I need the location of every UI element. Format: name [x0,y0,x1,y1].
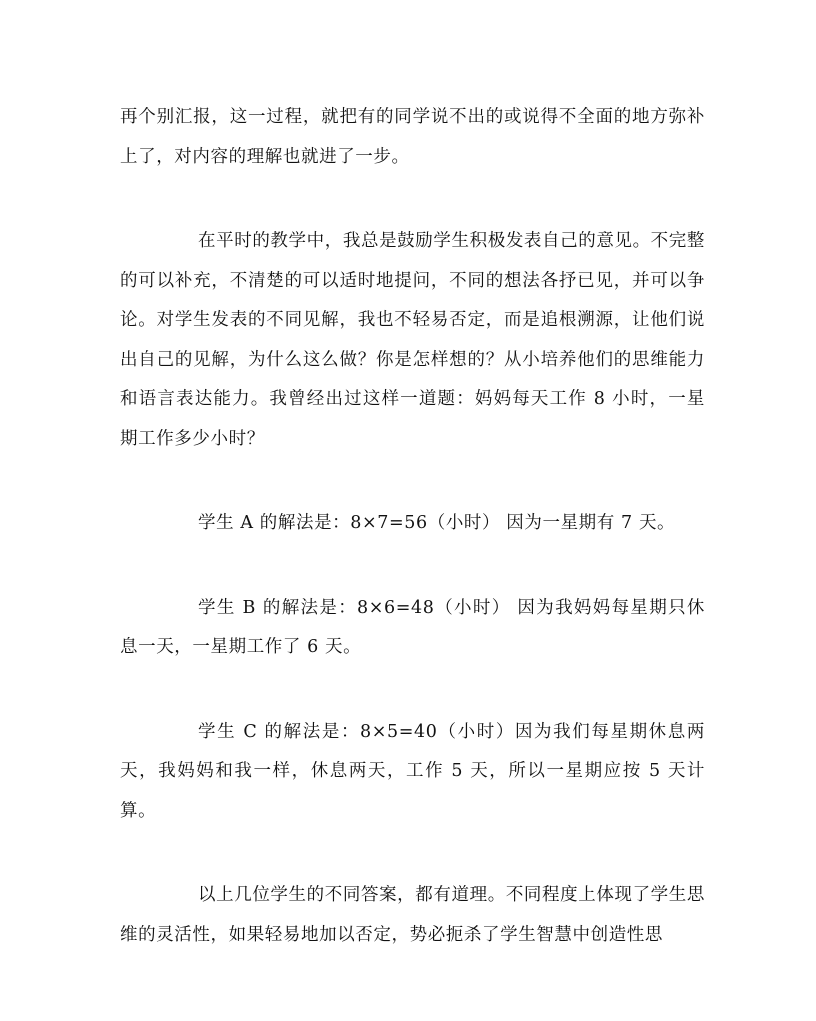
paragraph-student-b: 学生 B 的解法是：8×6=48（小时） 因为我妈妈每星期只休息一天，一星期工作了 6 天。 [120,597,705,657]
paragraph-continuation: 再个别汇报，这一过程，就把有的同学说不出的或说得不全面的地方弥补上了，对内容的理解也就进了一步。 [120,107,705,167]
paragraph-student-a: 学生 A 的解法是：8×7=56（小时） 因为一星期有 7 天。 [198,513,676,533]
paragraph-teaching-practice: 在平时的教学中，我总是鼓励学生积极发表自己的意见。不完整的可以补充，不清楚的可以适时地提问，不同的想法各抒已见，并可以争论。对学生发表的不同见解，我也不轻易否定，而是追根溯源，让他们说出自己的见解，为什么这么做？你是怎样想的？从小培养他们的思维能力和语言表达能力。我曾经出过这样一道题：妈妈每天工作 8 小时，一星期工作多少小时？ [120,231,705,449]
paragraph-conclusion: 以上几位学生的不同答案，都有道理。不同程度上体现了学生思维的灵活性，如果轻易地加以否定，势必扼杀了学生智慧中创造性思 [120,885,705,945]
document-body [120,98,705,955]
paragraph-student-c: 学生 C 的解法是：8×5=40（小时）因为我们每星期休息两天，我妈妈和我一样，休息两天，工作 5 天，所以一星期应按 5 天计算。 [120,721,705,821]
